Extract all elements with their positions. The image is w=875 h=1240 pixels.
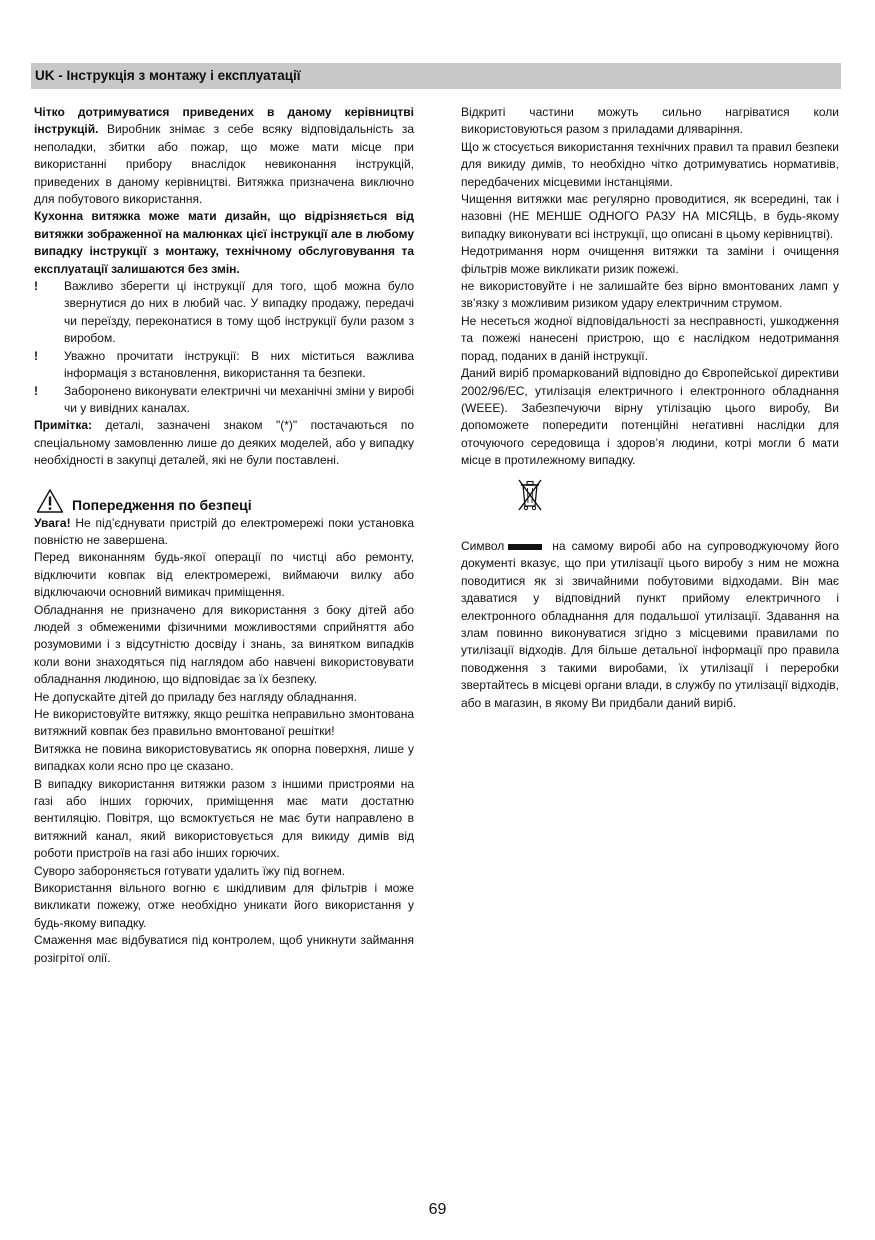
right-paragraph: Не несеться жодної відповідальності за несправності, ушкодження та пожежі нанесені пристрою, що є наслідком недотримання порад, поданих в даній інструкції. [461,313,839,363]
symbol-text: на самому виробі або на супроводжуючому його документі вказує, що при утилізації цього виробу з ним не можна поводитися як зі звичайними побутовими відходами. Він має здаватися у відповідний пункт прийому електричного і електронного обладнання для подальшої утилізації. Здавання на злам повинно виконуватися згідно з місцевими правилами по утилізації відходів. Для більше детальної інформації про правила поводження з такими виробами, їх утилізації і переробки звертайтесь в місцеві органи влади, в службу по утилізації відходів, або в магазин, в якому Ви придбали даний виріб. [461,538,839,710]
warning-triangle-icon [36,488,64,514]
safety-paragraph: Перед виконанням будь-якої операції по чистці або ремонту, відключити ковпак від електромережі, виймаючи вилку або відключаючи основний вимикач приміщення. [34,550,414,600]
safety-paragraph: Використання вільного вогню є шкідливим для фільтрів і може викликати пожежу, отже необхідно уникати його використання у будь-якому випадку. [34,881,414,930]
intro-paragraph [34,104,414,208]
right-paragraph: Даний виріб промаркований відповідно до Європейської директиви 2002/96/ЕС, утилізація електричного і електронного обладнання (WEEE). Забезпечуючи вірну утілізацію цього виробу, Ви допоможете попередити потенційні негативні наслідки для оточуючого середовища і здоров’я людини, котрі могли б мати місце в протилежному випадку. [461,366,839,468]
right-paragraph: не використовуйте і не залишайте без вірно вмонтованих ламп у зв’язку з можливим ризиком удару електричним струмом. [461,279,839,311]
exclamation-icon: ! [34,348,38,363]
page-number: 69 [428,1201,447,1218]
exclamation-icon: ! [34,383,38,398]
warning-text: Уважно прочитати інструкції: В них міститься важлива інформація з встановлення, використання та безпеки. [64,348,414,381]
symbol-prefix: Символ [461,538,505,553]
left-column [34,104,414,967]
warning-item [34,278,414,348]
safety-title: Попередження по безпеці [72,496,252,513]
safety-paragraph: Не використовуйте витяжку, якщо решітка неправильно змонтована витяжний ковпак без правильно вмонтованої решітки! [34,707,414,739]
right-column [461,104,839,712]
note-paragraph [34,417,414,469]
right-paragraph: Що ж стосується використання технічних правил та правил безпеки для викиду димів, то необхідно чітко дотримуватись нормативів, передбачених місцевими інстанціями. [461,139,839,189]
crossed-bin-icon [517,477,543,511]
design-note: Кухонна витяжка може мати дизайн, що відрізняється від витяжки зображенної на малюнках цієї інструкції але в любому випадку інструкції з монтажу, технічному обслуговування та експлуатації залишаются без змін. [34,209,414,276]
right-paragraph: Недотримання норм очищення витяжки та заміни і очищення фільтрів може викликати ризик пожежі. [461,244,839,276]
intro-rest: Виробник знімає з себе всяку відповідальність за неполадки, збитки або пожар, що може мати місце при використанні прибору внаслідок невиконання інструкцій, приведених в даному керівництві. Витяжка призначена виключно для побутового використання. [34,122,414,207]
note-text: деталі, зазначені знаком "(*)" постачаються по спеціальному замовленню лише до деяких моделей, або у випадку необхідності в закупці деталей, які не були поставлені. [34,418,414,468]
black-bar-symbol-icon [508,544,542,550]
attention-text: Не під’єднувати пристрій до електромережі поки установка повністю не завершена. [34,515,414,547]
safety-paragraph: Обладнання не призначено для використання з боку дітей або людей з обмеженими фізичними можливостями сприйняття або розумовими і з відсутністю досвіду і знань, за винятком випадків коли вони знаходяться під наглядом або навчені використовувати обладнання людиною, що відповідає за їх безпеку. [34,602,414,687]
safety-paragraph: Суворо забороняється готувати удалить їжу під вогнем. [34,863,346,878]
safety-paragraph: Смаження має відбуватися під контролем, щоб уникнути займання розігрітої олії. [34,933,414,965]
right-paragraph: Чищення витяжки має регулярно проводитися, як всередині, так і назовні (НЕ МЕНШЕ ОДНОГО РАЗУ НА МІСЯЦЬ, в будь-якому випадку виконувати всі інструкції, що описані в цьому керівництві). [461,192,839,241]
safety-paragraph: Не допускайте дітей до приладу без нагляду обладнання. [34,689,357,704]
attention-paragraph [34,515,414,550]
warning-text: Важливо зберегти ці інструкції для того, щоб можна було звернутися до них в любий час. У випадку продажу, передачі чи переїзду, переконатися в тому щоб інструкції були разом з виробом. [64,279,414,346]
warning-item [34,383,414,418]
attention-label: Увага! [34,515,71,530]
exclamation-icon: ! [34,279,38,294]
note-label: Примітка: [34,418,93,433]
section-header-bar [31,63,841,89]
intro-bold: Чітко дотримуватися приведених в даному керівництві інструкцій. [34,105,414,137]
warning-text: Заборонено виконувати електричні чи механічні зміни у виробі чи у вивідних каналах. [64,383,414,415]
section-title: UK - Інструкція з монтажу і експлуатації [35,68,301,83]
safety-heading [34,488,414,514]
symbol-paragraph [461,538,839,712]
right-paragraph: Відкриті частини можуть сильно нагріватися коли використовуються разом з приладами дляваріння. [461,105,839,137]
safety-paragraph: Витяжка не повина використовуватись як опорна поверхня, лише у випадках коли ясно про це сказано. [34,741,414,774]
safety-paragraph: В випадку використання витяжки разом з іншими пристроями на газі або інших горючих, приміщення має мати достатню вентиляцію. Повітря, що всмоктується не має бути направлено в витяжний канал, який використовується для викиду димів від роботи пристроїв на газі або інших горючих. [34,776,414,861]
warning-item [34,348,414,383]
